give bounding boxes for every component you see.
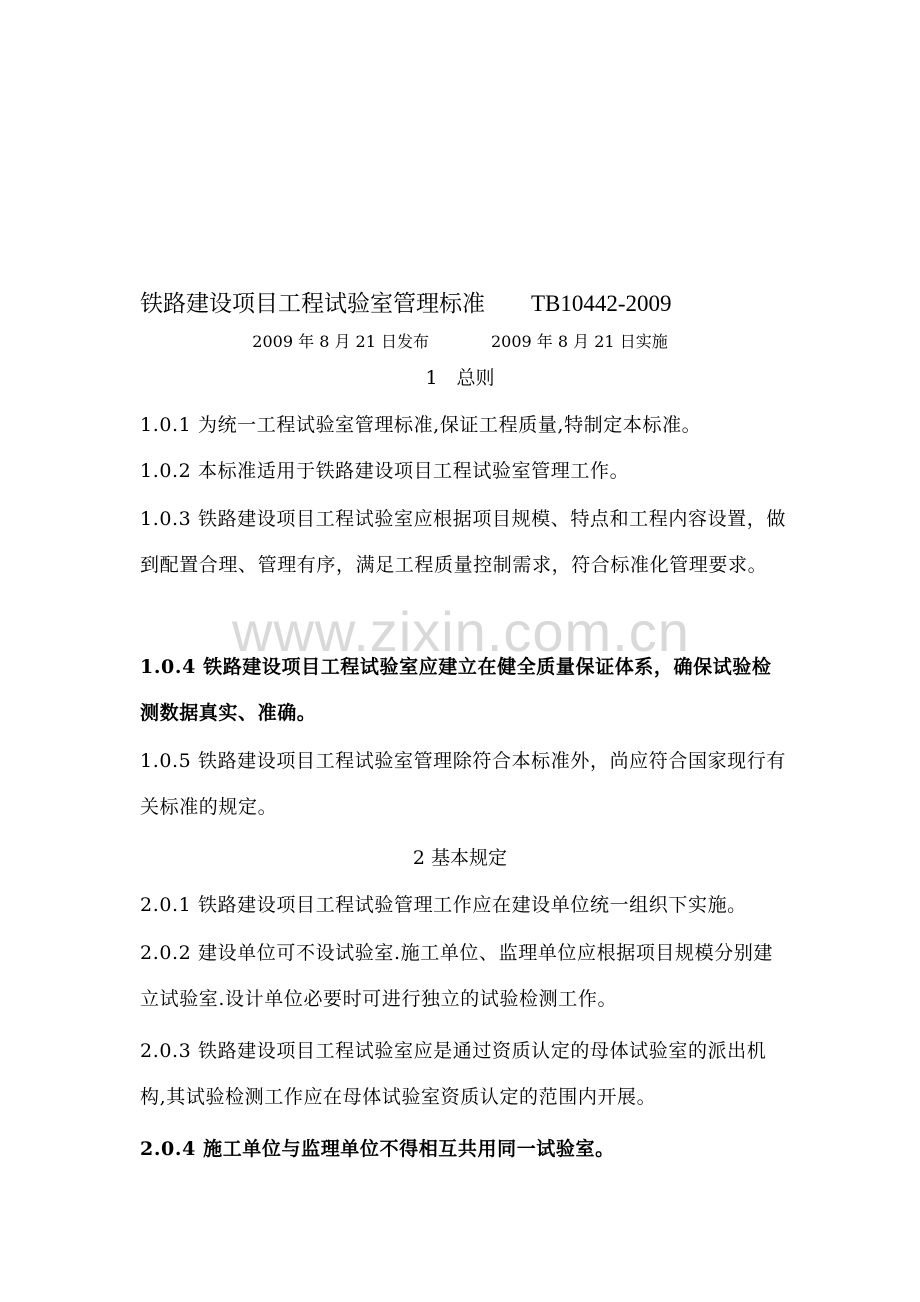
clause-1-0-4: 1.0.4 铁路建设项目工程试验室应建立在健全质量保证体系，确保试验检测数据真实、准确。 xyxy=(140,656,772,724)
clause-2-0-3: 2.0.3 铁路建设项目工程试验室应是通过资质认定的母体试验室的派出机构,其试验检测工作应在母体试验室资质认定的范围内开展。 xyxy=(140,1040,767,1108)
standard-name: 铁路建设项目工程试验室管理标准 xyxy=(140,291,485,317)
clause-2-0-4: 2.0.4 施工单位与监理单位不得相互共用同一试验室。 xyxy=(140,1138,615,1160)
published-date: 2009 年 8 月 21 日发布 xyxy=(252,332,429,351)
document-title xyxy=(140,288,672,320)
site-watermark: www.zixin.com.cn xyxy=(232,600,690,663)
clause-1-0-3: 1.0.3 铁路建设项目工程试验室应根据项目规模、特点和工程内容设置，做到配置合理、管理有序，满足工程质量控制需求，符合标准化管理要求。 xyxy=(140,508,786,576)
publication-dates xyxy=(0,330,920,354)
section-heading-basic-provisions: 2 基本规定 xyxy=(412,847,508,869)
effective-date: 2009 年 8 月 21 日实施 xyxy=(491,332,668,351)
clause-1-0-2: 1.0.2 本标准适用于铁路建设项目工程试验室管理工作。 xyxy=(140,460,630,482)
clause-2-0-1: 2.0.1 铁路建设项目工程试验管理工作应在建设单位统一组织下实施。 xyxy=(140,894,747,916)
section-heading-general: 1 总则 xyxy=(425,367,495,389)
standard-code: TB10442-2009 xyxy=(531,291,672,316)
clause-1-0-1: 1.0.1 为统一工程试验室管理标准,保证工程质量,特制定本标准。 xyxy=(140,414,702,436)
clause-1-0-5: 1.0.5 铁路建设项目工程试验室管理除符合本标准外，尚应符合国家现行有关标准的规定。 xyxy=(140,750,786,818)
clause-2-0-2: 2.0.2 建设单位可不设试验室.施工单位、监理单位应根据项目规模分别建立试验室.设计单位必要时可进行独立的试验检测工作。 xyxy=(140,942,774,1010)
